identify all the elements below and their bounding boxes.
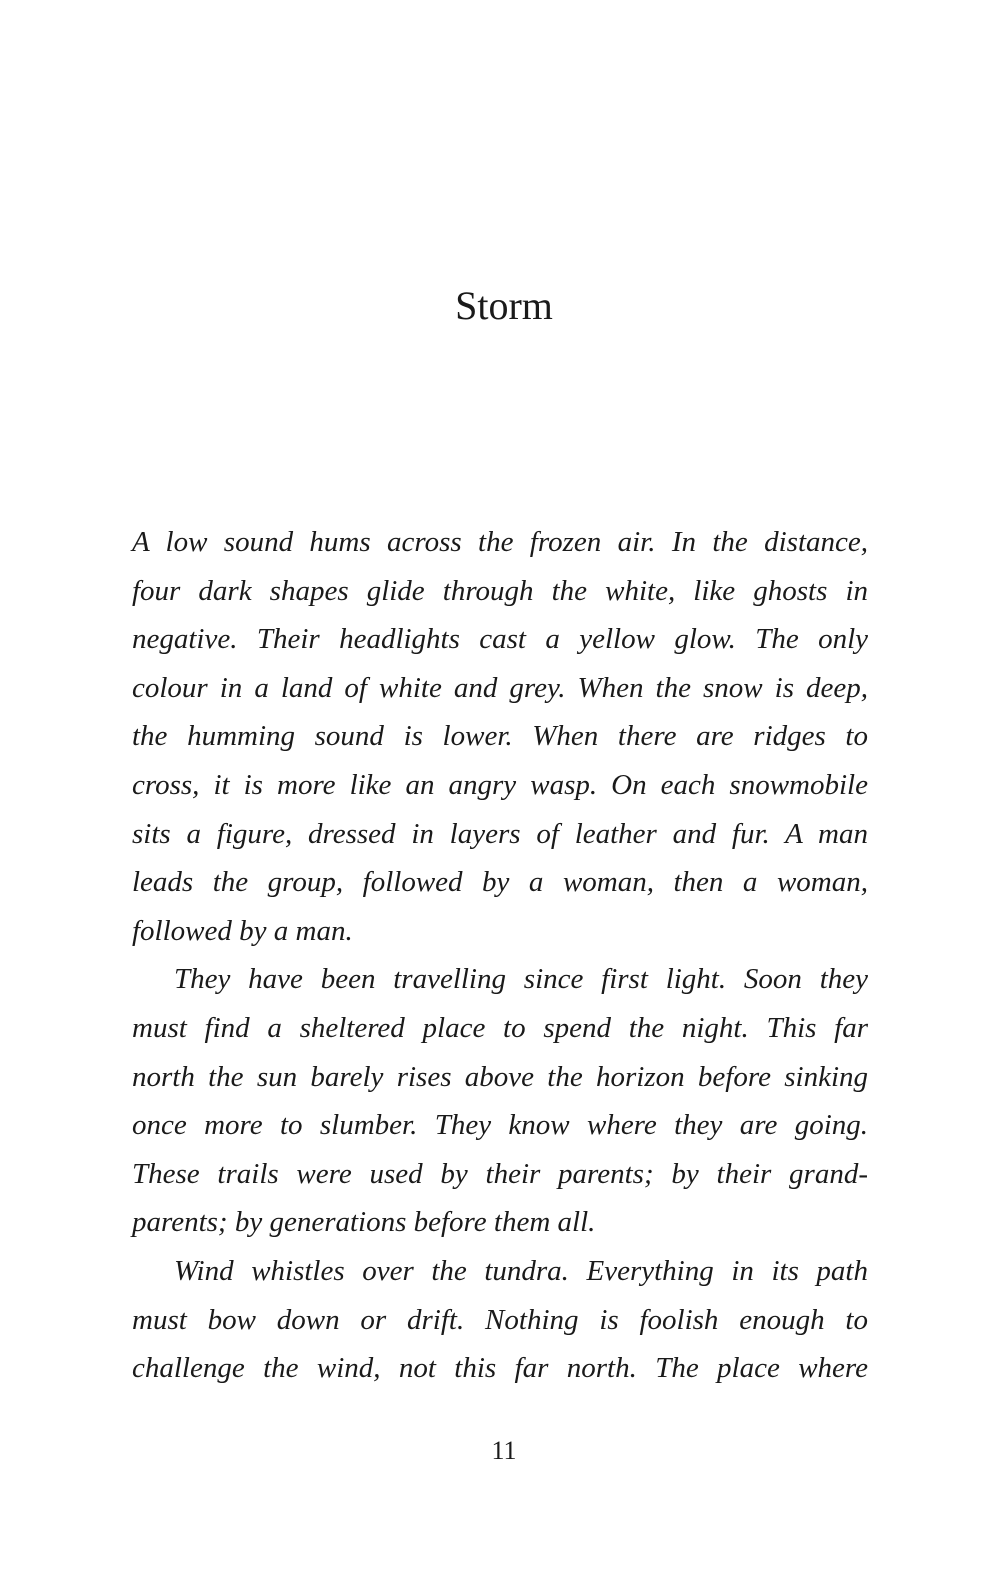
text-line: A low sound hums across the frozen air. In the distance,: [132, 526, 868, 558]
text-line: must find a sheltered place to spend the night. This far: [132, 1011, 868, 1044]
text-line: four dark shapes glide through the white, like ghosts in: [132, 574, 868, 607]
text-line: parents; by generations before them all.: [132, 1206, 596, 1239]
text-line: north the sun barely rises above the horizon before sinking: [132, 1060, 868, 1093]
text-line: negative. Their headlights cast a yellow glow. The only: [132, 623, 868, 656]
page-number: 11: [491, 1436, 517, 1465]
text-line: sits a figure, dressed in layers of leather and fur. A man: [132, 817, 868, 850]
text-line: They have been travelling since first light. Soon they: [174, 963, 868, 996]
text-line: leads the group, followed by a woman, then a woman,: [132, 866, 868, 899]
text-line: These trails were used by their parents; by their grand-: [132, 1157, 868, 1190]
text-line: followed by a man.: [132, 914, 353, 947]
text-line: Wind whistles over the tundra. Everything in its path: [174, 1254, 868, 1287]
text-line: challenge the wind, not this far north. The place where: [132, 1352, 868, 1385]
text-line: the humming sound is lower. When there are ridges to: [132, 720, 868, 753]
text-line: cross, it is more like an angry wasp. On each snowmobile: [132, 768, 868, 801]
text-line: must bow down or drift. Nothing is foolish enough to: [132, 1303, 868, 1336]
chapter-title: Storm: [455, 283, 553, 328]
text-line: once more to slumber. They know where they are going.: [132, 1109, 868, 1142]
text-line: colour in a land of white and grey. When the snow is deep,: [132, 671, 868, 704]
body-text: [132, 518, 868, 1393]
